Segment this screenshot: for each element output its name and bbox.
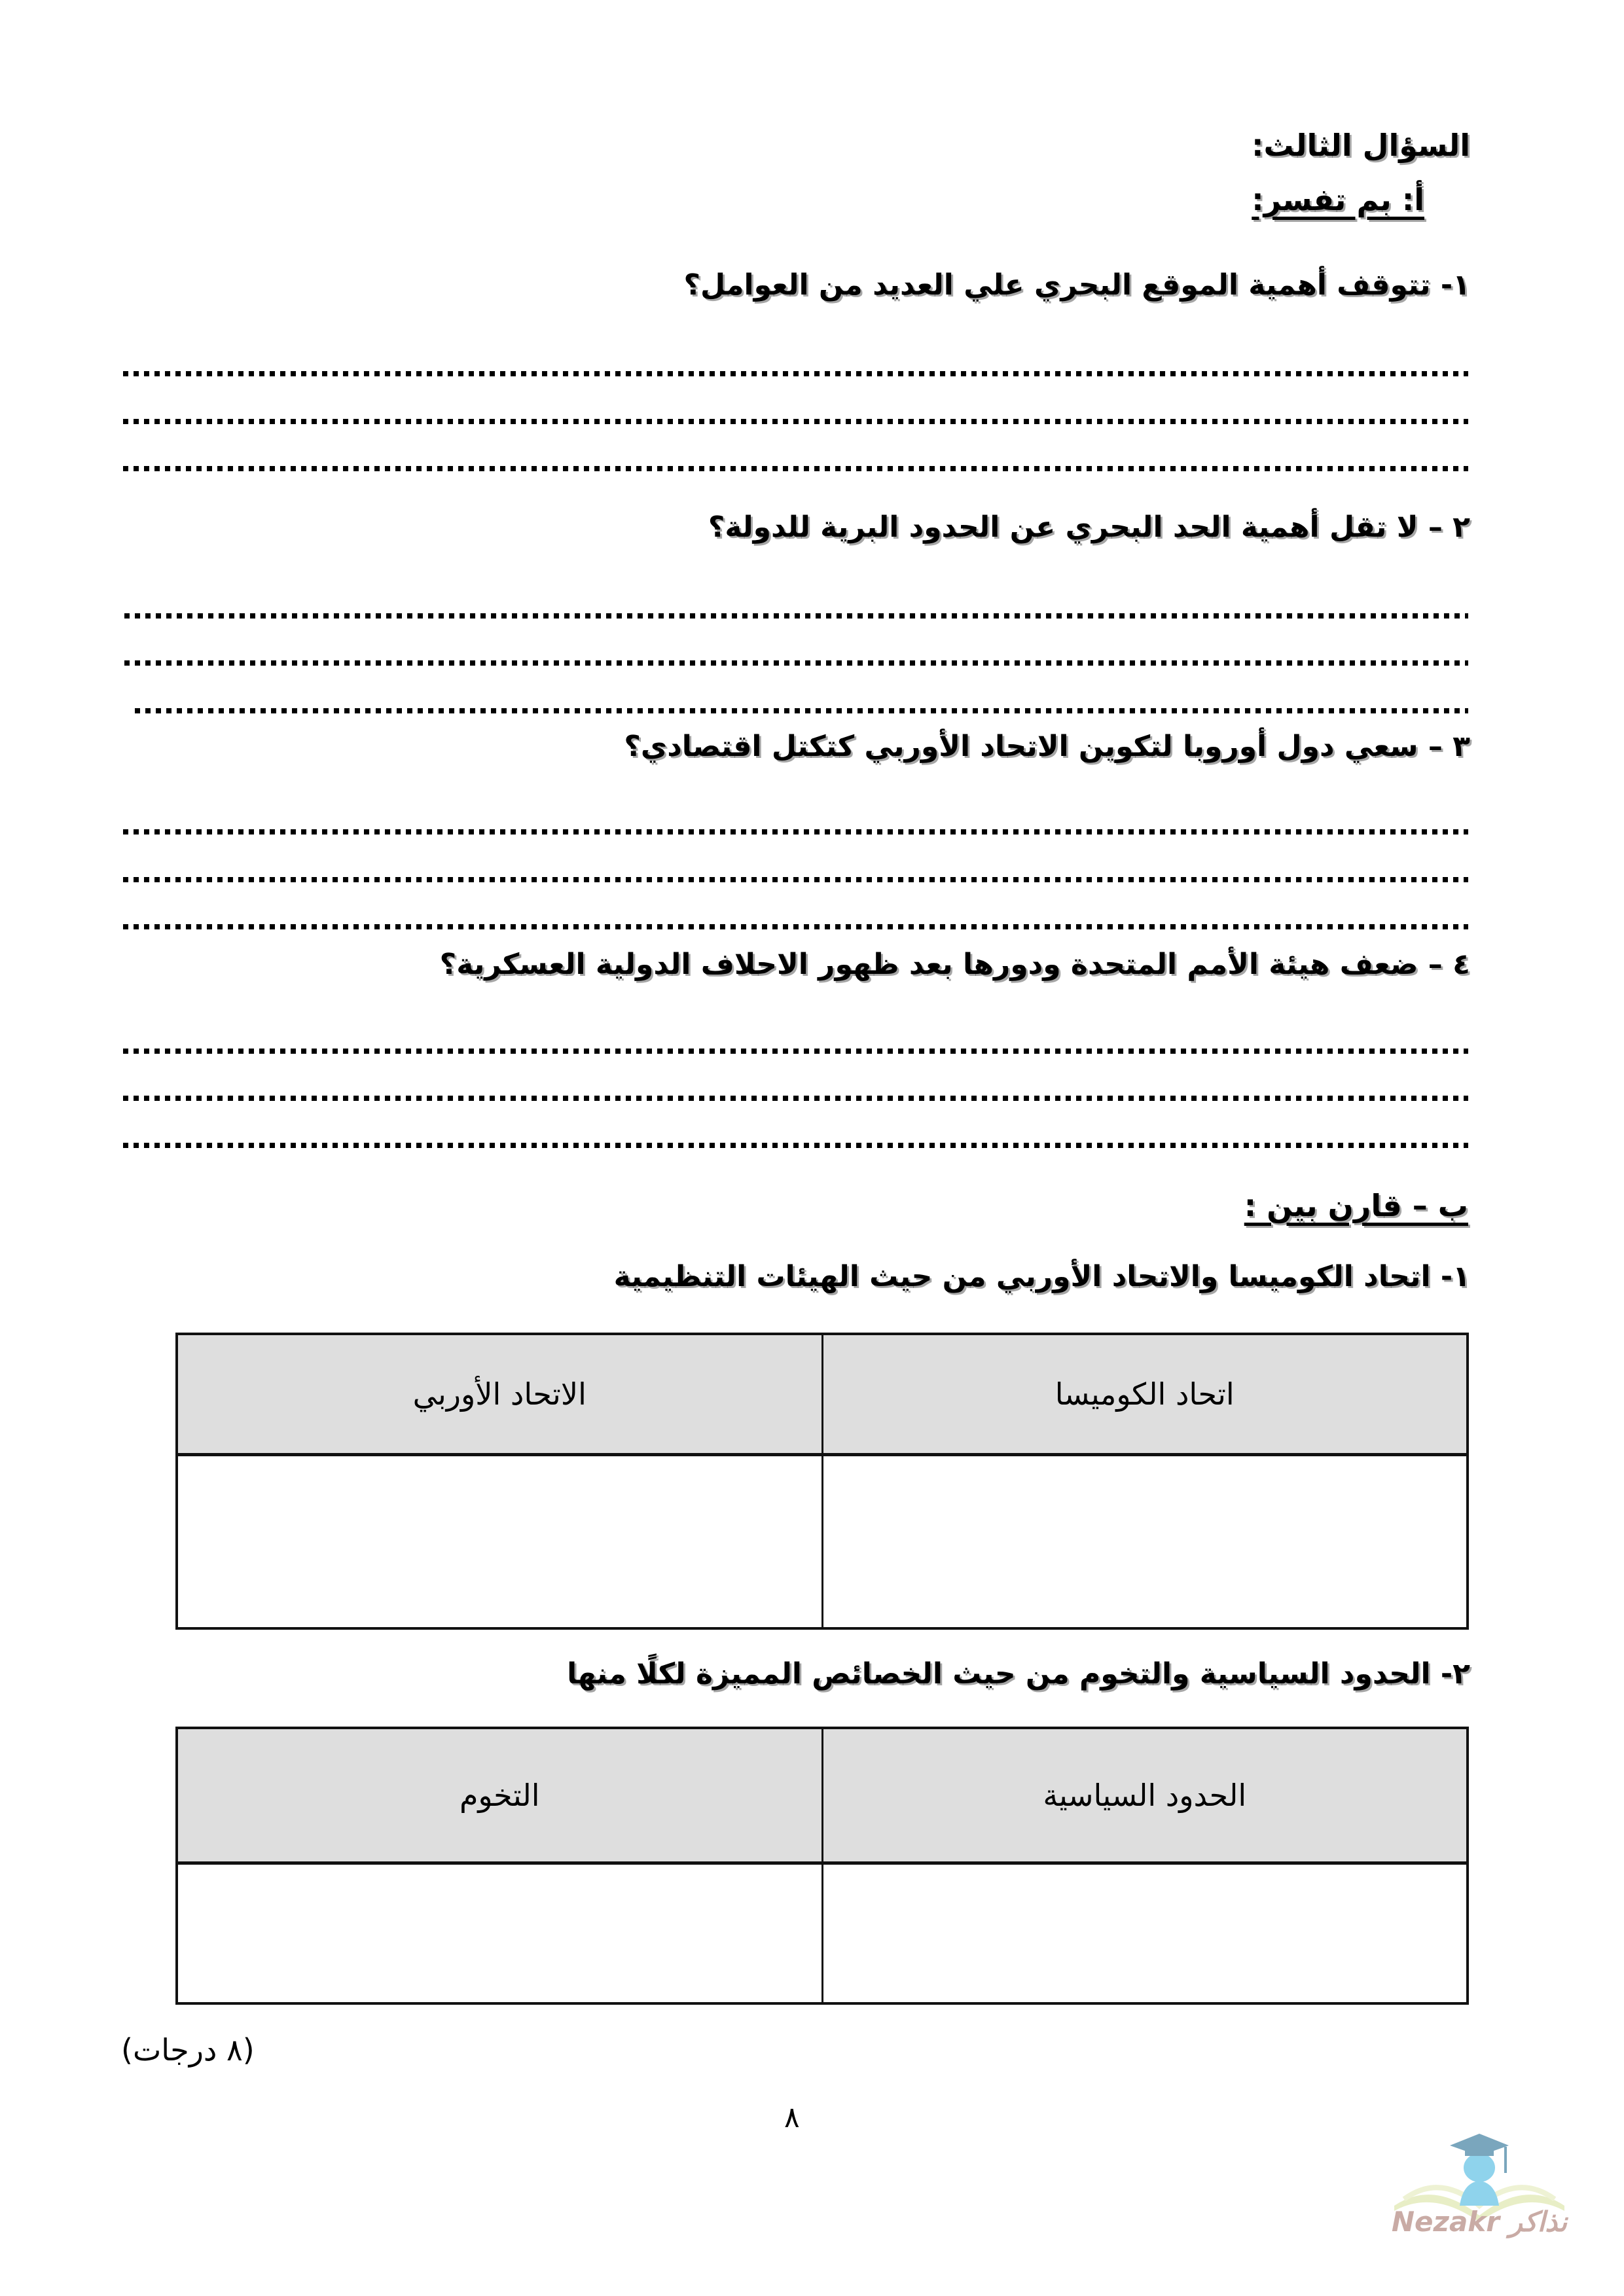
comparison-1-answer-comesa[interactable]	[822, 1454, 1468, 1628]
answer-line-4c[interactable]	[123, 1143, 1468, 1148]
answer-line-2a[interactable]	[124, 613, 1468, 619]
comparison-1-header-eu: الاتحاد الأوربي	[177, 1334, 822, 1454]
answer-line-4b[interactable]	[123, 1096, 1468, 1101]
comparison-1-answer-eu[interactable]	[177, 1454, 822, 1628]
part-a-title: أ: بم تفسر:	[1252, 182, 1424, 217]
comparison-1-prompt: ١- اتحاد الكوميسا والاتحاد الأوربي من حيث الهيئات التنظيمية	[613, 1260, 1470, 1293]
comparison-2-prompt: ٢- الحدود السياسية والتخوم من حيث الخصائص المميزة لكلًا منها	[567, 1657, 1470, 1691]
answer-line-4a[interactable]	[123, 1049, 1468, 1054]
comparison-2-table	[175, 1727, 1469, 2005]
question-2: ٢ – لا تقل أهمية الحد البحري عن الحدود البرية للدولة؟	[708, 511, 1470, 544]
answer-line-3a[interactable]	[123, 829, 1468, 834]
comparison-2-header-frontiers: التخوم	[177, 1728, 822, 1863]
comparison-1-table	[175, 1333, 1469, 1630]
answer-line-3c[interactable]	[123, 924, 1468, 929]
section-title: السؤال الثالث:	[1252, 128, 1470, 163]
question-3: ٣ – سعي دول أوروبا لتكوين الاتحاد الأوربي كتكتل اقتصادي؟	[624, 730, 1470, 763]
comparison-2-header-political-borders: الحدود السياسية	[822, 1728, 1468, 1863]
answer-line-2b[interactable]	[124, 660, 1468, 666]
marks-label: (٨ درجات)	[121, 2032, 255, 2068]
part-b-title: ب – قارن بين :	[1244, 1188, 1468, 1223]
comparison-2-answer-frontiers[interactable]	[177, 1863, 822, 2003]
comparison-2-answer-political-borders[interactable]	[822, 1863, 1468, 2003]
page-number: ٨	[784, 2101, 800, 2134]
answer-line-1c[interactable]	[123, 466, 1468, 471]
question-1: ١- تتوقف أهمية الموقع البحري علي العديد من العوامل؟	[683, 268, 1470, 302]
watermark-brand: Nezakr نذاكر	[1391, 2206, 1568, 2238]
answer-line-1b[interactable]	[123, 419, 1468, 424]
question-4: ٤ – ضعف هيئة الأمم المتحدة ودورها بعد ظهور الاحلاف الدولية العسكرية؟	[439, 948, 1470, 981]
comparison-1-header-comesa: اتحاد الكوميسا	[822, 1334, 1468, 1454]
answer-line-3b[interactable]	[123, 877, 1468, 882]
answer-line-2c[interactable]	[135, 708, 1468, 713]
answer-line-1a[interactable]	[123, 371, 1468, 376]
